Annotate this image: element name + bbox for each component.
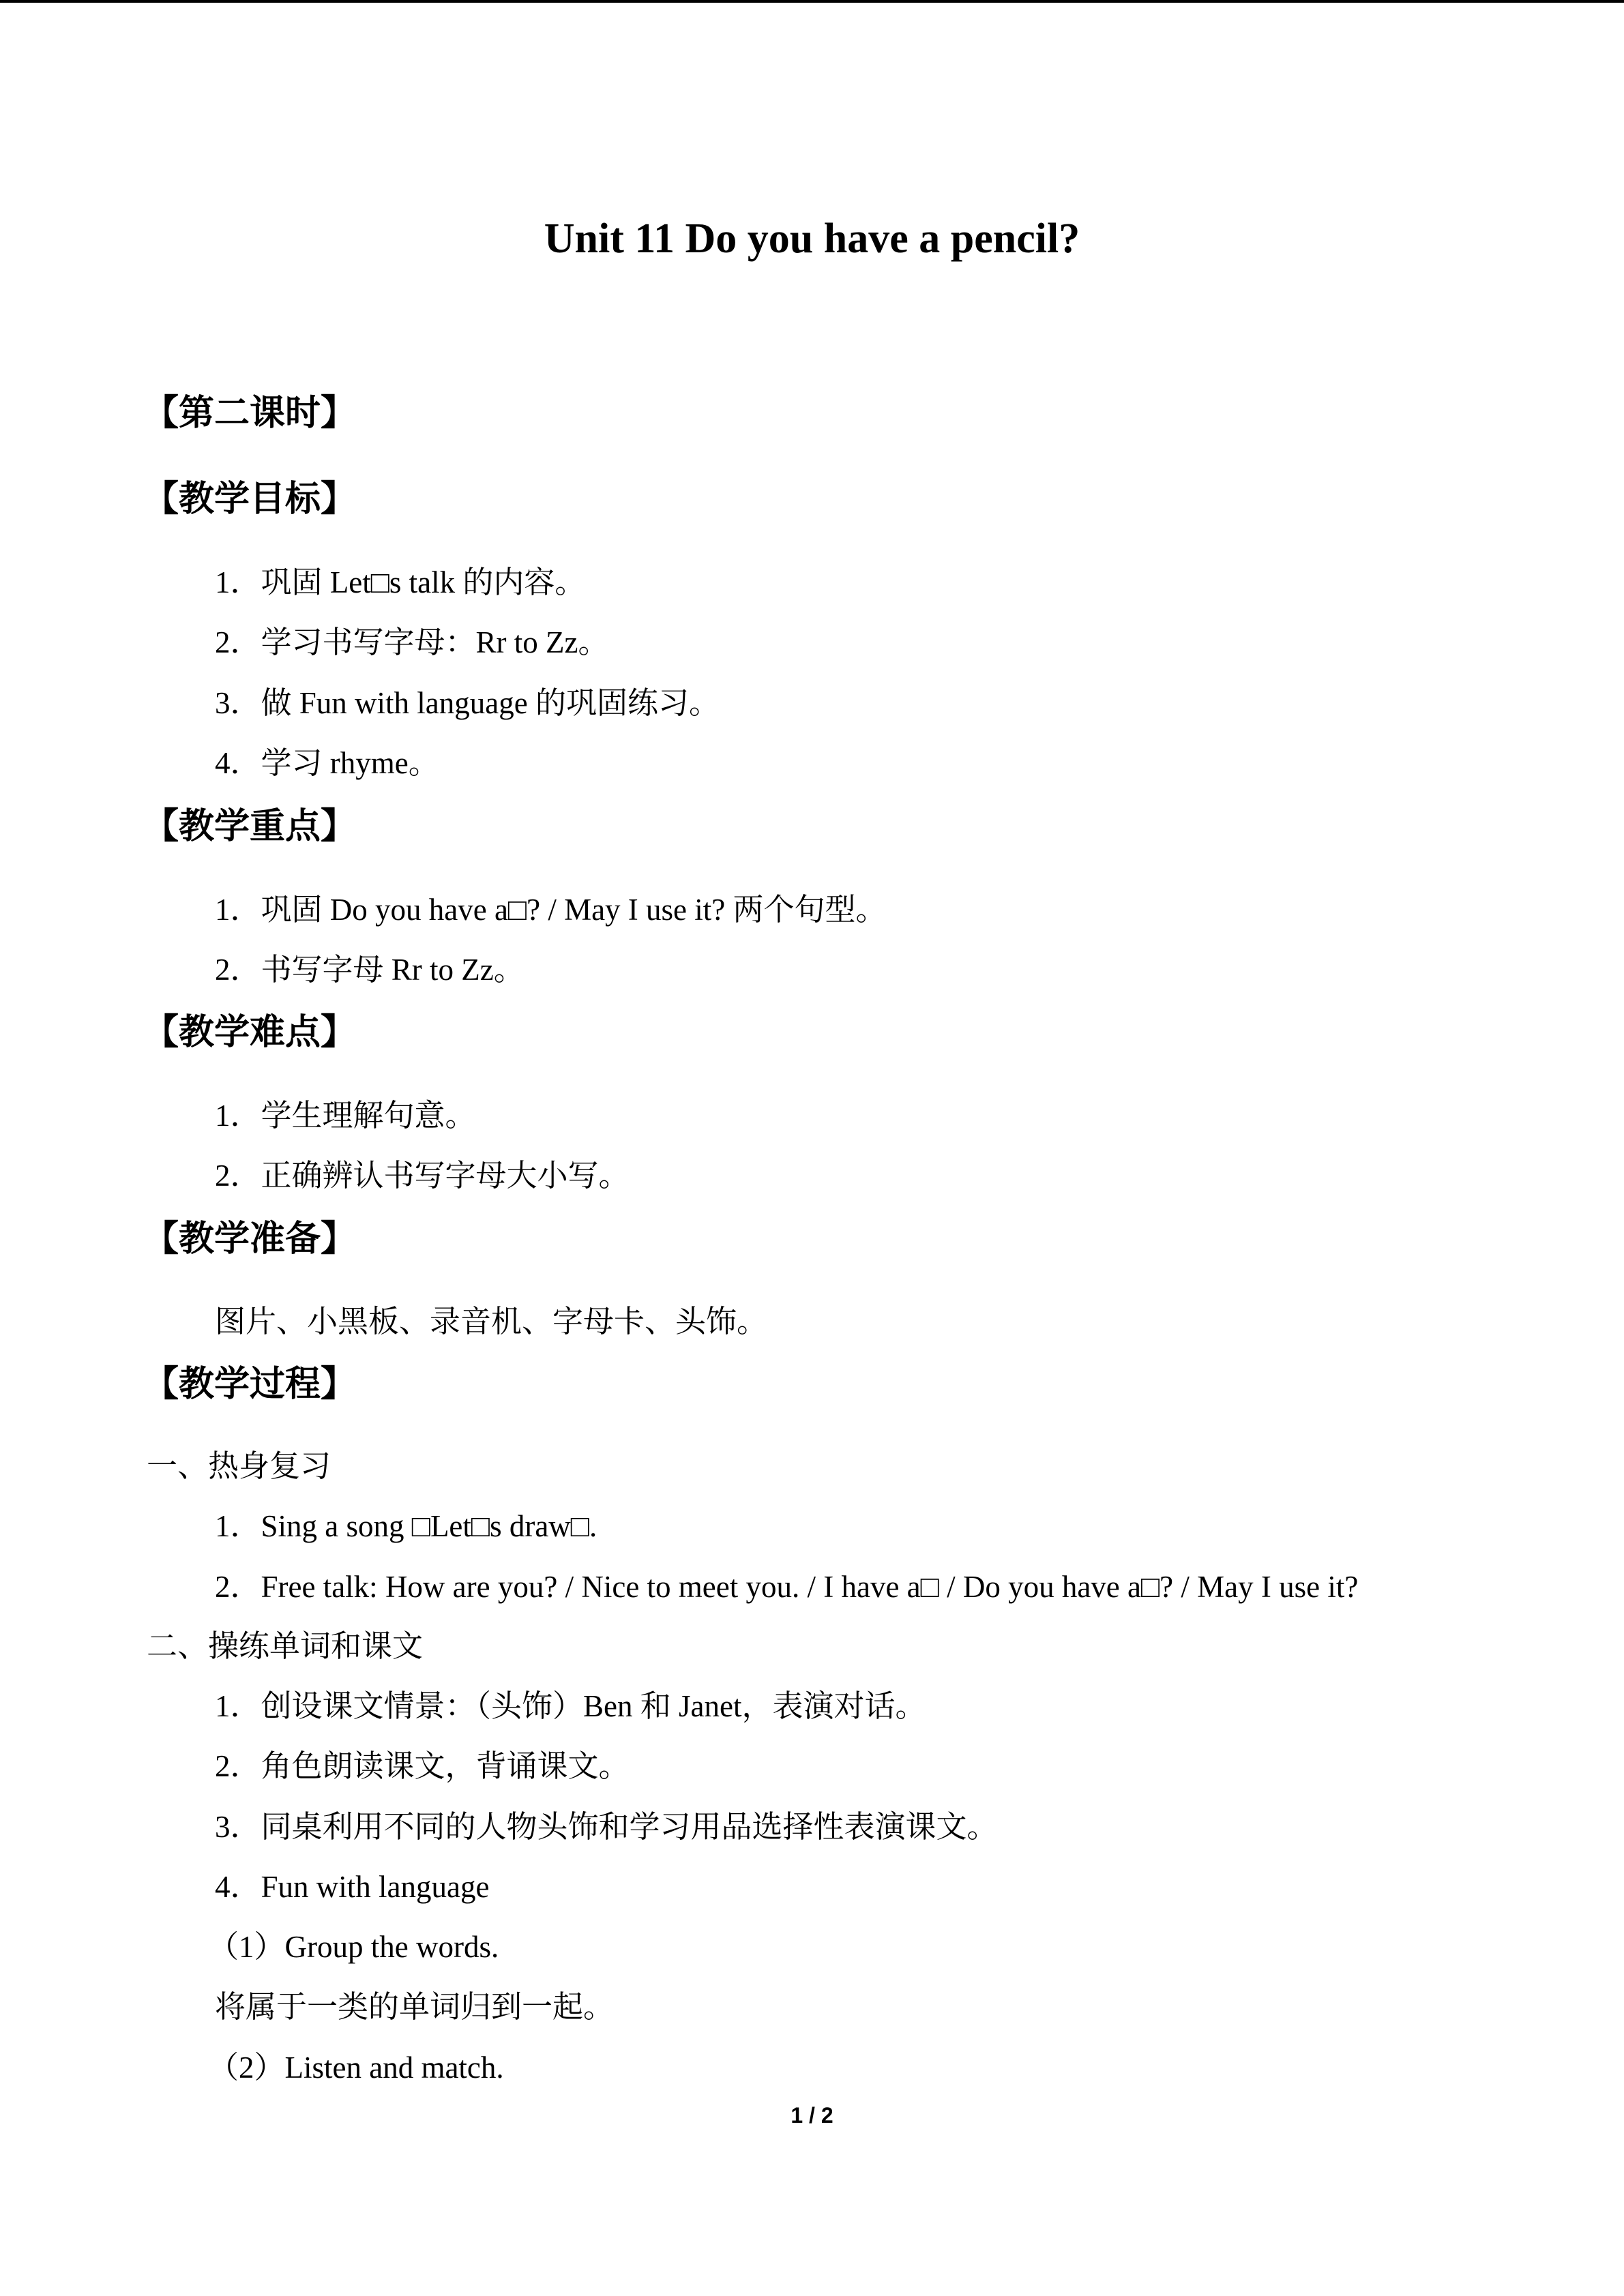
process-part1-item: 2．Free talk: How are you? / Nice to meet you. / I have a□ / Do you have a□? / May I use it? [215,1570,1359,1604]
objective-item: 4．学习 rhyme。 [215,746,439,780]
top-border [0,0,1624,3]
preparation-text: 图片、小黑板、录音机、字母卡、头饰。 [215,1304,768,1339]
difficulty-item: 2．正确辨认书写字母大小写。 [215,1159,630,1193]
objective-item: 3．做 Fun with language 的巩固练习。 [215,686,720,720]
process-part2-title: 二、操练单词和课文 [147,1629,424,1663]
process-heading: 【教学过程】 [143,1364,357,1405]
difficulty-item: 1．学生理解句意。 [215,1099,476,1133]
process-part2-item: （1）Group the words. [208,1930,499,1964]
process-part2-item: 将属于一类的单词归到一起。 [215,1990,615,2024]
process-part2-item: 1．创设课文情景：（头饰）Ben 和 Janet，表演对话。 [215,1689,926,1723]
process-part2-item: （2）Listen and match. [208,2051,504,2085]
process-part2-item: 2．角色朗读课文，背诵课文。 [215,1749,630,1783]
preparation-heading: 【教学准备】 [143,1219,357,1259]
process-part2-item: 3．同桌利用不同的人物头饰和学习用品选择性表演课文。 [215,1810,998,1844]
page-title: Unit 11 Do you have a pencil? [544,215,1080,262]
process-part1-title: 一、热身复习 [147,1449,331,1483]
process-part2-item: 4．Fun with language [215,1870,490,1904]
lesson-heading: 【第二课时】 [143,393,357,434]
key-point-item: 2．书写字母 Rr to Zz。 [215,953,525,987]
key-point-item: 1．巩固 Do you have a□? / May I use it? 两个句型。 [215,893,887,927]
difficulties-heading: 【教学难点】 [143,1012,357,1053]
process-part1-item: 1．Sing a song □Let□s draw□. [215,1509,597,1543]
key-points-heading: 【教学重点】 [143,806,357,847]
objective-item: 1．巩固 Let□s talk 的内容。 [215,565,586,599]
page-number: 1 / 2 [791,2103,833,2128]
objectives-heading: 【教学目标】 [143,479,357,520]
objective-item: 2．学习书写字母：Rr to Zz。 [215,625,609,659]
